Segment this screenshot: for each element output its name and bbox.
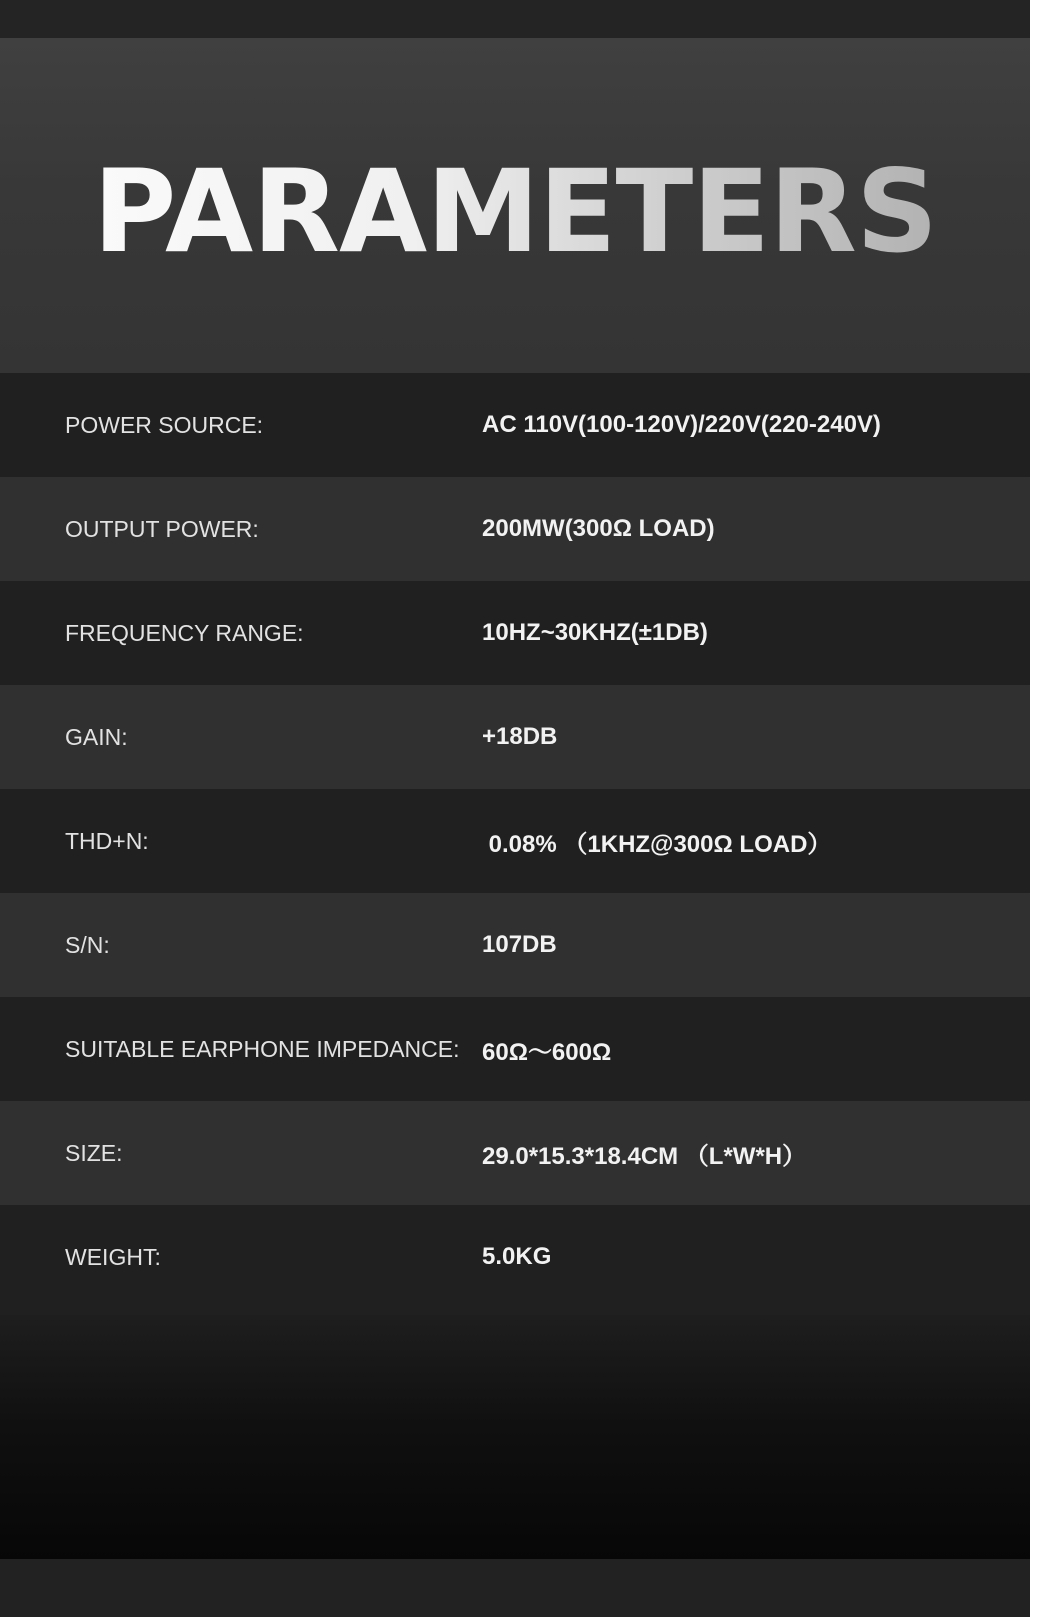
spec-value: 60Ω～600Ω (482, 1038, 612, 1066)
spec-value: 107DB (482, 931, 557, 958)
spec-label: WEIGHT: (65, 1243, 161, 1270)
bottom-band (0, 1315, 1030, 1559)
spec-value: 5.0KG (482, 1243, 552, 1270)
spec-value: +18DB (482, 723, 558, 750)
spec-label: GAIN: (65, 723, 128, 750)
spec-label: OUTPUT POWER: (65, 515, 259, 542)
spec-label: SIZE: (65, 1139, 123, 1166)
spec-row-size (0, 1101, 1030, 1205)
spec-row-weight (0, 1205, 1030, 1309)
spec-row-earphone-impedance (0, 997, 1030, 1101)
spec-value: 200MW(300Ω LOAD) (482, 515, 715, 542)
spec-value: 0.08% （1KHZ@300Ω LOAD） (482, 830, 832, 858)
spec-table (0, 373, 1030, 1309)
spec-row-thd-n (0, 789, 1030, 893)
spec-row-frequency-range (0, 581, 1030, 685)
spec-row-output-power (0, 477, 1030, 581)
spec-label: S/N: (65, 931, 110, 958)
spec-value: AC 110V(100-120V)/220V(220-240V) (482, 411, 881, 438)
spec-label: SUITABLE EARPHONE IMPEDANCE: (65, 1035, 460, 1062)
spec-row-power-source (0, 373, 1030, 477)
spec-value: 10HZ~30KHZ(±1DB) (482, 619, 708, 646)
spec-label: THD+N: (65, 827, 149, 854)
spec-value: 29.0*15.3*18.4CM （L*W*H） (482, 1142, 807, 1170)
bottom-strip (0, 1559, 1030, 1617)
spec-row-gain (0, 685, 1030, 789)
spec-row-signal-noise (0, 893, 1030, 997)
top-strip (0, 0, 1030, 38)
page-title: PARAMETERS (0, 155, 1030, 269)
spec-label: FREQUENCY RANGE: (65, 619, 304, 646)
spec-label: POWER SOURCE: (65, 411, 264, 438)
